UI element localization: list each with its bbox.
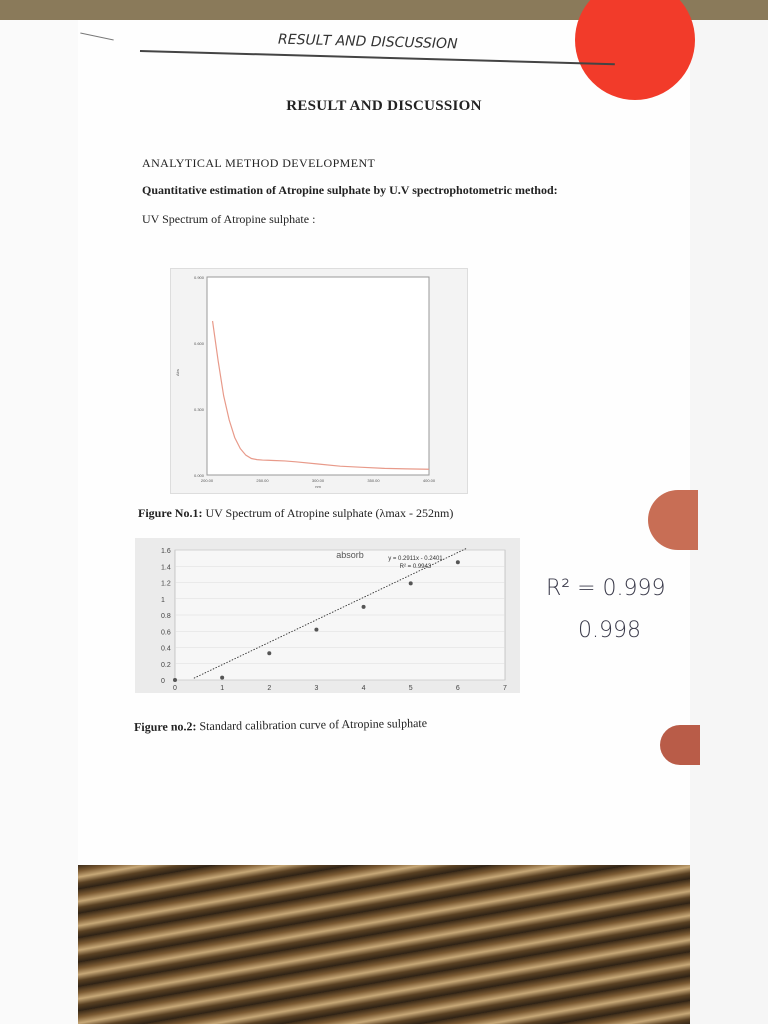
calibration-chart (135, 538, 520, 693)
x-tick-label: 7 (503, 685, 507, 692)
figure-1-caption-label: Figure No.1: (138, 506, 203, 520)
trendline-equation: y = 0.2911x - 0.2401 (388, 555, 443, 562)
running-head: RESULT AND DISCUSSION (277, 31, 458, 53)
y-tick-label: 1 (161, 596, 165, 604)
handwritten-r2: R² = 0.999 (546, 576, 666, 601)
x-tick-label: 400.00 (422, 478, 436, 483)
x-axis-label: nm (315, 484, 321, 489)
y-tick-label: 0.300 (193, 407, 204, 412)
y-tick-label: 1.4 (161, 564, 171, 572)
x-tick-label: 200.00 (200, 478, 214, 483)
uv-spectrum-chart (171, 269, 467, 493)
wooden-surface (78, 865, 690, 1024)
y-tick-label: 1.2 (161, 580, 171, 588)
y-tick-label: 0.900 (193, 275, 204, 280)
x-tick-label: 4 (361, 685, 366, 692)
data-point (362, 605, 366, 609)
data-point (267, 651, 271, 655)
page-title: RESULT AND DISCUSSION (286, 98, 482, 114)
uv-spectrum-label: UV Spectrum of Atropine sulphate : (142, 212, 316, 226)
y-tick-label: 0.600 (193, 341, 204, 346)
x-tick-label: 5 (408, 685, 413, 692)
finger (660, 725, 700, 765)
figure-1-uv-spectrum (170, 268, 468, 494)
data-point (173, 678, 177, 682)
x-tick-label: 300.00 (311, 478, 325, 483)
handwritten-value: 0.998 (578, 618, 641, 643)
section-heading: ANALYTICAL METHOD DEVELOPMENT (142, 156, 376, 170)
data-point (220, 676, 224, 680)
background-right (690, 0, 768, 1024)
plot-area (207, 277, 429, 475)
data-point (409, 581, 413, 585)
y-tick-label: 0.000 (193, 473, 204, 478)
x-tick-label: 6 (455, 685, 460, 692)
y-tick-label: 0.4 (161, 645, 171, 653)
y-tick-label: 0.8 (161, 613, 171, 620)
data-point (314, 628, 318, 632)
y-tick-label: 0.6 (161, 629, 171, 637)
x-tick-label: 2 (267, 685, 272, 692)
figure-1-caption (138, 506, 453, 521)
x-tick-label: 350.00 (367, 478, 380, 483)
x-tick-label: 3 (314, 685, 319, 692)
y-axis-label: Abs (175, 369, 180, 376)
figure-2-caption-text: Standard calibration curve of Atropine sulphate (196, 715, 428, 734)
chart-title: absorb (336, 550, 364, 560)
y-tick-label: 0 (161, 678, 165, 685)
data-point (456, 560, 460, 564)
background-left (0, 0, 78, 1024)
trendline-r2: R² = 0.9943 (399, 563, 432, 570)
subsection-heading: Quantitative estimation of Atropine sulphate by U.V spectrophotometric method: (142, 183, 558, 197)
x-tick-label: 1 (220, 685, 225, 692)
figure-2-caption-label: Figure no.2: (133, 719, 197, 735)
figure-1-caption-text: UV Spectrum of Atropine sulphate (λmax - 252nm) (202, 506, 454, 520)
x-tick-label: 250.00 (256, 478, 269, 483)
y-tick-label: 1.6 (161, 548, 171, 555)
y-tick-label: 0.2 (161, 661, 171, 669)
x-tick-label: 0 (173, 685, 177, 692)
figure-2-calibration-curve (135, 538, 520, 693)
